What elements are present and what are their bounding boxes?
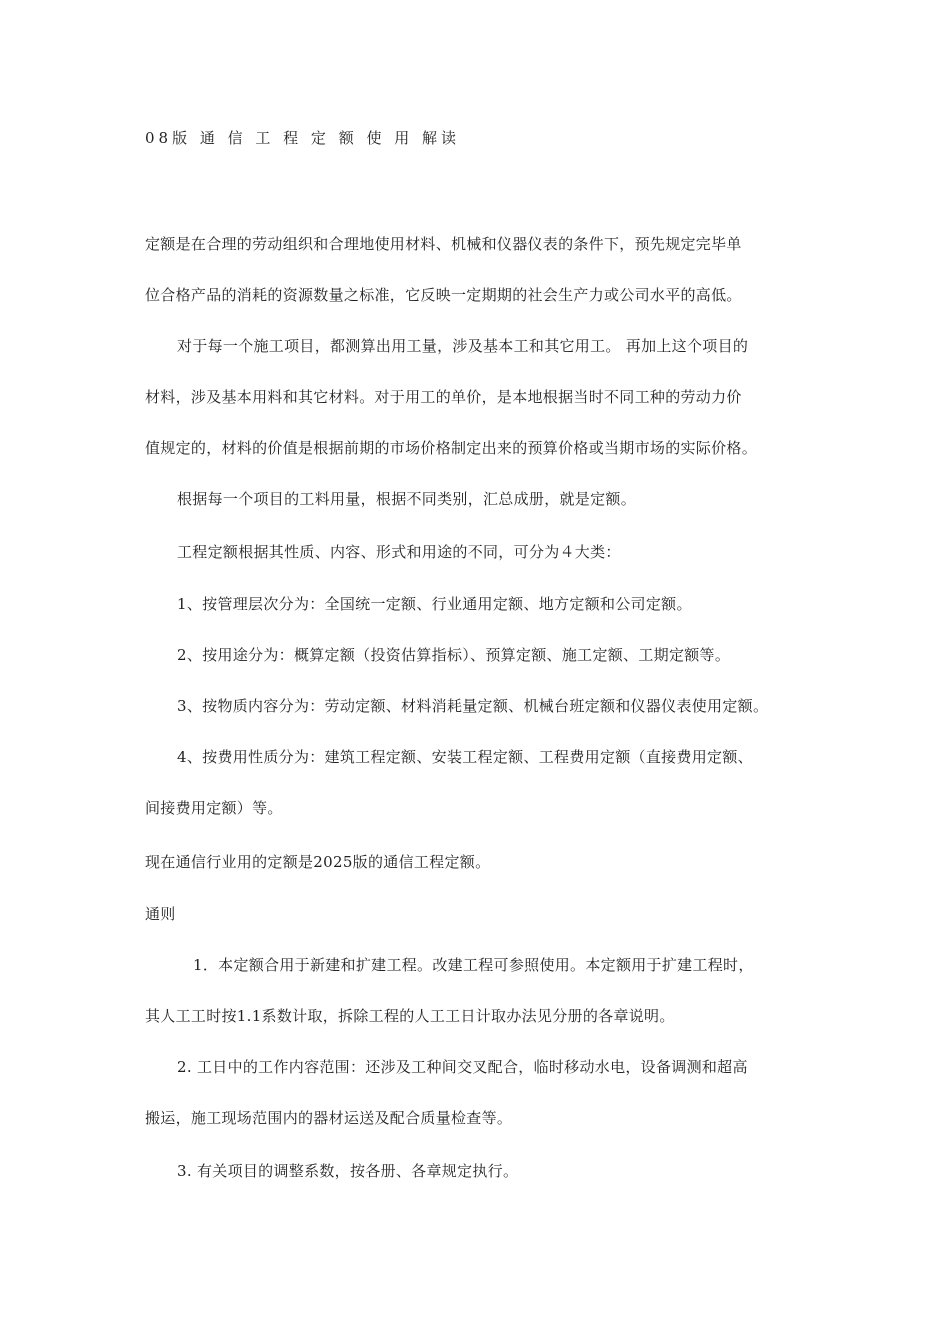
- list-item: 3、按物质内容分为：劳动定额、材料消耗量定额、机械台班定额和仪器仪表使用定额。: [177, 697, 769, 715]
- list-item-continuation: 搬运，施工现场范围内的器材运送及配合质量检查等。: [145, 1109, 513, 1127]
- list-item: 2. 工日中的工作内容范围：还涉及工种间交叉配合，临时移动水电，设备调测和超高: [177, 1058, 748, 1076]
- paragraph-line: 工程定额根据其性质、内容、形式和用途的不同，可分为４大类：: [177, 543, 621, 561]
- paragraph-line: 定额是在合理的劳动组织和合理地使用材料、机械和仪器仪表的条件下，预先规定完毕单: [145, 235, 742, 253]
- list-item-continuation: 间接费用定额）等。: [145, 799, 283, 817]
- paragraph-line: 材料，涉及基本用料和其它材料。对于用工的单价，是本地根据当时不同工种的劳动力价: [145, 388, 742, 406]
- section-heading: 通则: [145, 905, 176, 923]
- paragraph-line: 对于每一个施工项目，都测算出用工量，涉及基本工和其它用工。 再加上这个项目的: [177, 337, 749, 355]
- paragraph-line: 现在通信行业用的定额是2025版的通信工程定额。: [145, 853, 491, 871]
- list-item: 4、按费用性质分为：建筑工程定额、安装工程定额、工程费用定额（直接费用定额、: [177, 748, 753, 766]
- document-title: 08版 通 信 工 程 定 额 使 用 解读: [145, 129, 461, 147]
- list-item-continuation: 其人工工时按1.1系数计取，拆除工程的人工工日计取办法见分册的各章说明。: [145, 1007, 675, 1025]
- list-item: 1、按管理层次分为：全国统一定额、行业通用定额、地方定额和公司定额。: [177, 595, 692, 613]
- list-item: 2、按用途分为：概算定额（投资估算指标）、预算定额、施工定额、工期定额等。: [177, 646, 731, 664]
- list-item: 1．本定额合用于新建和扩建工程。改建工程可参照使用。本定额用于扩建工程时，: [193, 956, 754, 974]
- paragraph-line: 位合格产品的消耗的资源数量之标准，它反映一定期期的社会生产力或公司水平的高低。: [145, 286, 742, 304]
- paragraph-line: 值规定的，材料的价值是根据前期的市场价格制定出来的预算价格或当期市场的实际价格。: [145, 439, 758, 457]
- list-item: 3. 有关项目的调整系数，按各册、各章规定执行。: [177, 1162, 519, 1180]
- paragraph-line: 根据每一个项目的工料用量，根据不同类别，汇总成册，就是定额。: [177, 490, 637, 508]
